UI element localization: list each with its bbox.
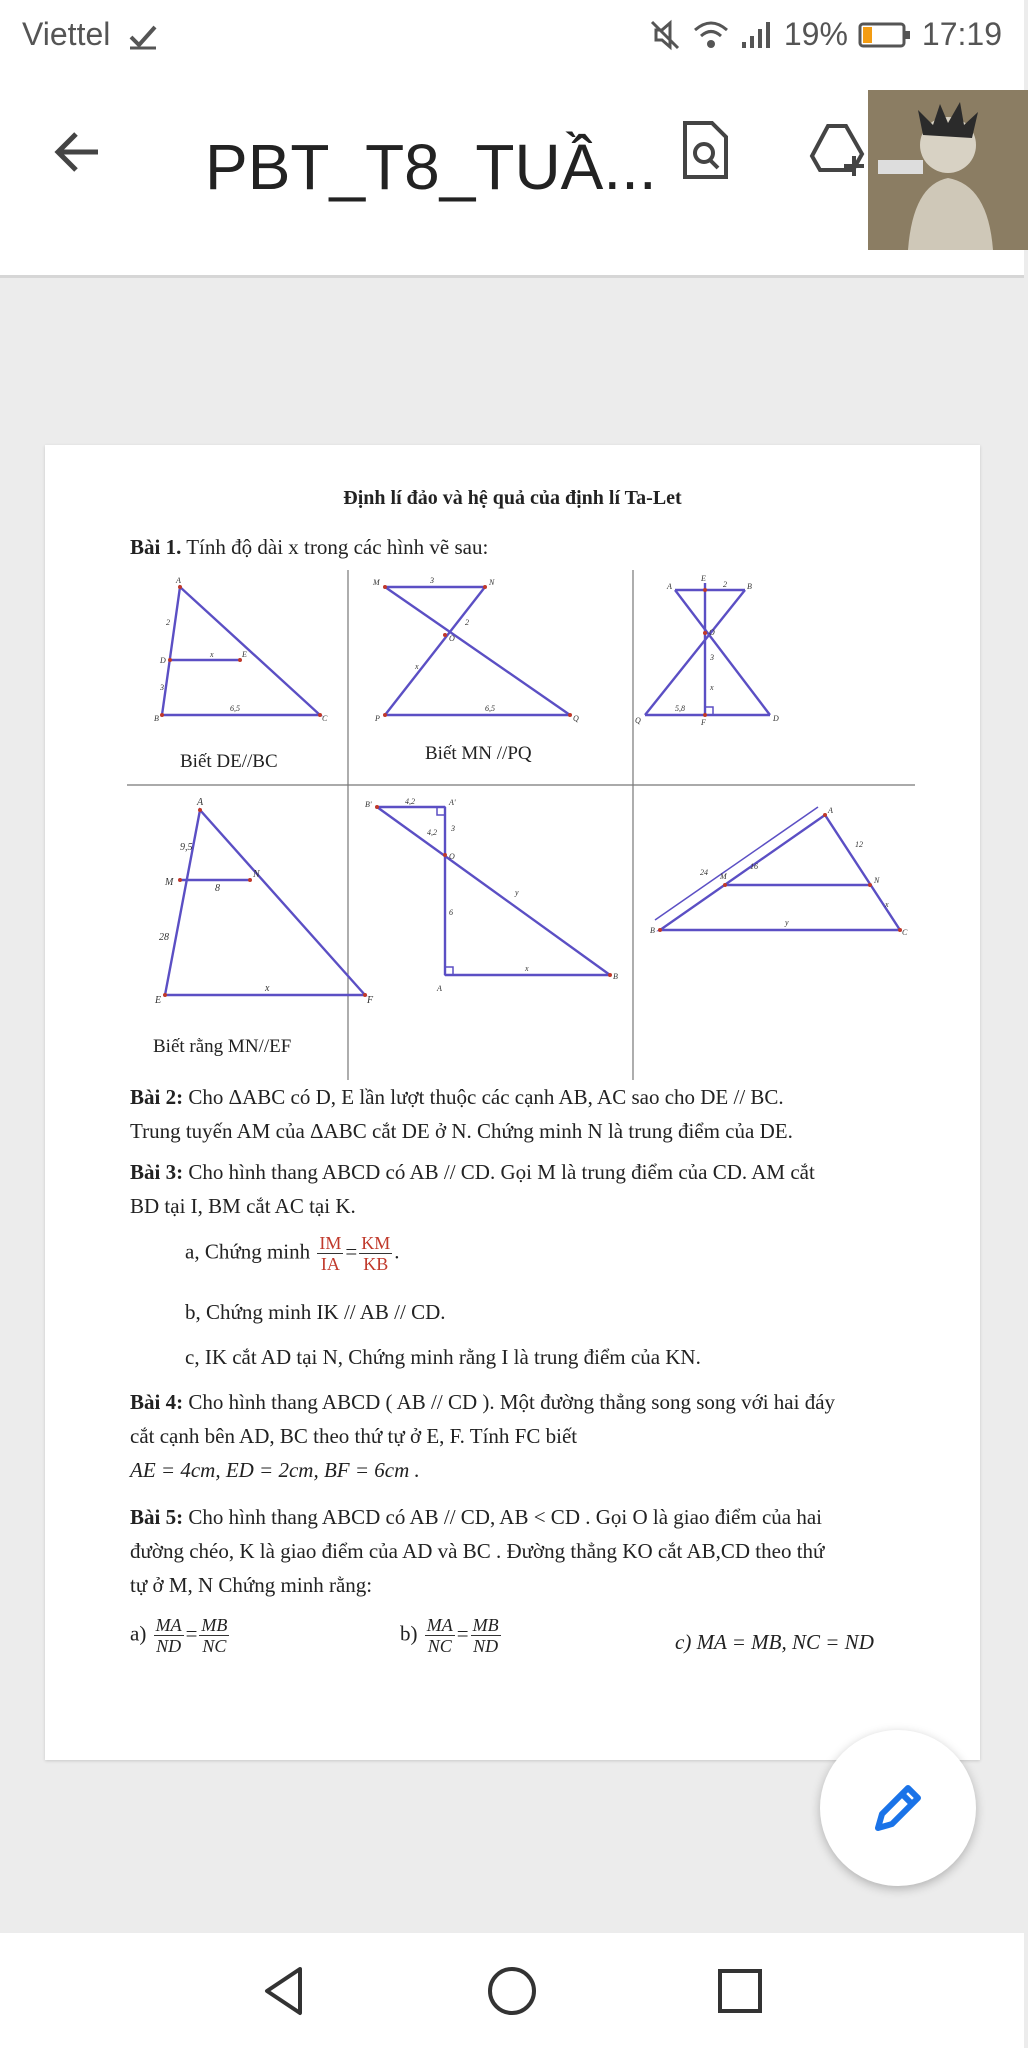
svg-text:12: 12 <box>855 840 863 849</box>
bai3-part-b: b, Chứng minh IK // AB // CD. <box>185 1300 446 1324</box>
svg-text:2: 2 <box>166 618 170 627</box>
svg-text:x: x <box>710 683 714 692</box>
back-arrow-icon[interactable] <box>48 122 108 182</box>
figure-3-altitude <box>635 575 835 725</box>
bai1-line <box>130 530 488 564</box>
fraction <box>425 1615 455 1656</box>
frac-den: IA <box>320 1254 340 1274</box>
svg-text:3: 3 <box>710 653 714 662</box>
fig1-caption: Biết DE//BC <box>180 751 278 772</box>
fraction-km-kb <box>359 1233 392 1274</box>
svg-text:D: D <box>160 656 166 665</box>
svg-text:E: E <box>242 650 247 659</box>
bai3-part-a: a, Chứng minh $\frac{IM}{IA}$ = $\frac{KM}{KB}$ . <box>185 1233 400 1274</box>
svg-text:B: B <box>747 582 752 591</box>
svg-text:2: 2 <box>723 580 727 589</box>
bai4-text-1: Cho hình thang ABCD ( AB // CD ). Một đường thẳng song song với hai đáy <box>183 1390 836 1414</box>
frac-den: KB <box>363 1254 389 1274</box>
svg-text:3: 3 <box>160 683 164 692</box>
signal-icon <box>740 20 774 50</box>
svg-text:4,2: 4,2 <box>405 797 415 806</box>
frac-den: ND <box>473 1636 499 1656</box>
svg-text:Q: Q <box>573 714 579 723</box>
svg-text:4,2: 4,2 <box>427 828 437 837</box>
svg-text:A: A <box>197 797 204 808</box>
wifi-icon <box>692 19 730 51</box>
svg-text:O: O <box>449 852 455 861</box>
svg-text:N: N <box>253 869 260 880</box>
svg-text:A: A <box>176 576 181 585</box>
frac-den: NC <box>202 1636 227 1656</box>
frac-den: ND <box>156 1636 182 1656</box>
bai3-line2: BD tại I, BM cắt AC tại K. <box>130 1194 356 1218</box>
svg-text:C: C <box>322 714 328 723</box>
bai5-part-a: a) $\frac{MA}{ND}$ = $\frac{MB}{NC}$ <box>130 1615 228 1656</box>
svg-text:B: B <box>650 926 655 935</box>
svg-text:M: M <box>720 872 727 881</box>
fraction <box>154 1615 184 1656</box>
svg-text:2: 2 <box>465 618 469 627</box>
document-page <box>45 445 980 1760</box>
add-to-drive-icon[interactable] <box>808 120 868 180</box>
fig2-caption: Biết MN //PQ <box>425 743 532 764</box>
bai1-label: Bài 1. <box>130 535 182 559</box>
svg-text:A: A <box>437 984 442 993</box>
frac-num: MA <box>155 1615 182 1635</box>
status-bar <box>0 0 1024 70</box>
bai3-part-c: c, IK cắt AD tại N, Chứng minh rằng I là trung điểm của KN. <box>185 1345 701 1369</box>
fraction <box>471 1615 501 1656</box>
bai5-line1 <box>130 1500 822 1534</box>
pencil-icon <box>868 1778 928 1838</box>
frac-num: MB <box>472 1615 499 1635</box>
svg-text:8: 8 <box>215 883 220 894</box>
avatar-image <box>868 90 1028 250</box>
svg-text:24: 24 <box>700 868 708 877</box>
svg-text:N: N <box>874 876 880 885</box>
bai5-text-1: Cho hình thang ABCD có AB // CD, AB < CD . Gọi O là giao điểm của hai <box>183 1505 822 1529</box>
battery-icon <box>858 21 912 49</box>
bai5-line2: đường chéo, K là giao điểm của AD và BC . Đường thẳng KO cắt AB,CD theo thứ <box>130 1539 825 1563</box>
bai5-part-b: b) $\frac{MA}{NC}$ = $\frac{MB}{ND}$ <box>400 1615 499 1656</box>
svg-text:A: A <box>828 806 833 815</box>
figure-6-triangle <box>650 805 920 955</box>
bai5-b-label: b) <box>400 1621 418 1646</box>
bai2-text-1: Cho ΔABC có D, E lần lượt thuộc các cạnh AB, AC sao cho DE // BC. <box>183 1085 784 1109</box>
nav-home-icon[interactable] <box>482 1961 542 2021</box>
bai5-line3: tự ở M, N Chứng minh rằng: <box>130 1573 373 1597</box>
svg-text:5,8: 5,8 <box>675 704 685 713</box>
bai1-text: Tính độ dài x trong các hình vẽ sau: <box>181 535 489 559</box>
doc-heading: Định lí đảo và hệ quả của định lí Ta-Let <box>343 487 682 509</box>
bai5-part-c: c) MA = MB, NC = ND <box>675 1630 874 1654</box>
svg-text:3: 3 <box>451 824 455 833</box>
frac-num: IM <box>319 1233 342 1253</box>
battery-percent: 19% <box>783 16 848 52</box>
bai5-a-label: a) <box>130 1621 147 1646</box>
figure-1-triangle <box>140 575 340 725</box>
svg-text:A': A' <box>449 798 456 807</box>
svg-text:28: 28 <box>159 932 169 943</box>
bai4-line3: AE = 4cm, ED = 2cm, BF = 6cm . <box>130 1458 420 1482</box>
nav-back-icon[interactable] <box>255 1961 315 2021</box>
find-in-page-icon[interactable] <box>680 120 730 180</box>
svg-text:O: O <box>709 628 715 637</box>
frac-den: NC <box>427 1636 452 1656</box>
svg-text:6,5: 6,5 <box>230 704 240 713</box>
bai2-line1 <box>130 1080 784 1114</box>
svg-text:16: 16 <box>750 862 758 871</box>
bai2-label: Bài 2: <box>130 1085 184 1109</box>
svg-text:9,5: 9,5 <box>180 842 193 853</box>
svg-text:x: x <box>885 900 889 909</box>
bai3-label: Bài 3: <box>130 1160 184 1184</box>
bai4-line1 <box>130 1385 835 1419</box>
carrier-name: Viettel <box>22 16 111 52</box>
mute-icon <box>648 18 682 52</box>
bai4-line2: cắt cạnh bên AD, BC theo thứ tự ở E, F. Tính FC biết <box>130 1424 578 1448</box>
svg-text:E: E <box>701 574 706 583</box>
fraction-im-ia <box>317 1233 343 1274</box>
system-nav-bar <box>0 1933 1024 2048</box>
svg-text:B: B <box>613 972 618 981</box>
svg-text:O: O <box>449 634 455 643</box>
nav-recents-icon[interactable] <box>710 1961 770 2021</box>
bai2-line2: Trung tuyến AM của ΔABC cắt DE ở N. Chứng minh N là trung điểm của DE. <box>130 1119 793 1143</box>
svg-text:x: x <box>525 964 529 973</box>
check-icon <box>128 24 158 50</box>
edit-fab-button[interactable] <box>820 1730 976 1886</box>
svg-text:F: F <box>367 995 374 1006</box>
fig4-caption: Biết rằng MN//EF <box>153 1036 292 1057</box>
frac-num: MB <box>201 1615 228 1635</box>
svg-text:C: C <box>902 928 908 937</box>
svg-text:6: 6 <box>449 908 453 917</box>
frac-num: MA <box>426 1615 453 1635</box>
svg-text:D: D <box>773 714 779 723</box>
svg-text:x: x <box>415 662 419 671</box>
svg-text:F: F <box>701 718 706 727</box>
account-avatar[interactable] <box>868 90 1028 250</box>
svg-text:N: N <box>489 578 495 587</box>
svg-text:M: M <box>373 578 380 587</box>
svg-text:Q: Q <box>635 716 641 725</box>
frac-num: KM <box>361 1233 391 1253</box>
app-bar <box>0 70 1024 278</box>
svg-text:x: x <box>210 650 214 659</box>
svg-text:B': B' <box>365 800 372 809</box>
figure-2-hourglass <box>365 575 595 725</box>
fraction <box>199 1615 229 1656</box>
bai3-line1 <box>130 1155 815 1189</box>
svg-text:B: B <box>154 714 159 723</box>
bai3-text-1: Cho hình thang ABCD có AB // CD. Gọi M là trung điểm của CD. AM cắt <box>183 1160 815 1184</box>
svg-text:x: x <box>265 983 270 994</box>
document-title: PBT_T8_TUẦ... <box>205 131 657 203</box>
bai5-label: Bài 5: <box>130 1505 184 1529</box>
svg-text:A: A <box>667 582 672 591</box>
svg-text:6,5: 6,5 <box>485 704 495 713</box>
bai3-a-text: a, Chứng minh <box>185 1239 311 1264</box>
svg-text:M: M <box>165 877 174 888</box>
svg-text:3: 3 <box>430 576 434 585</box>
svg-text:E: E <box>155 995 162 1006</box>
svg-text:y: y <box>515 888 519 897</box>
svg-text:y: y <box>785 918 789 927</box>
figure-5-right-angles <box>365 795 625 995</box>
clock: 17:19 <box>921 16 1002 52</box>
figure-4-triangle <box>135 795 374 1006</box>
bai4-label: Bài 4: <box>130 1390 184 1414</box>
svg-text:P: P <box>375 714 380 723</box>
